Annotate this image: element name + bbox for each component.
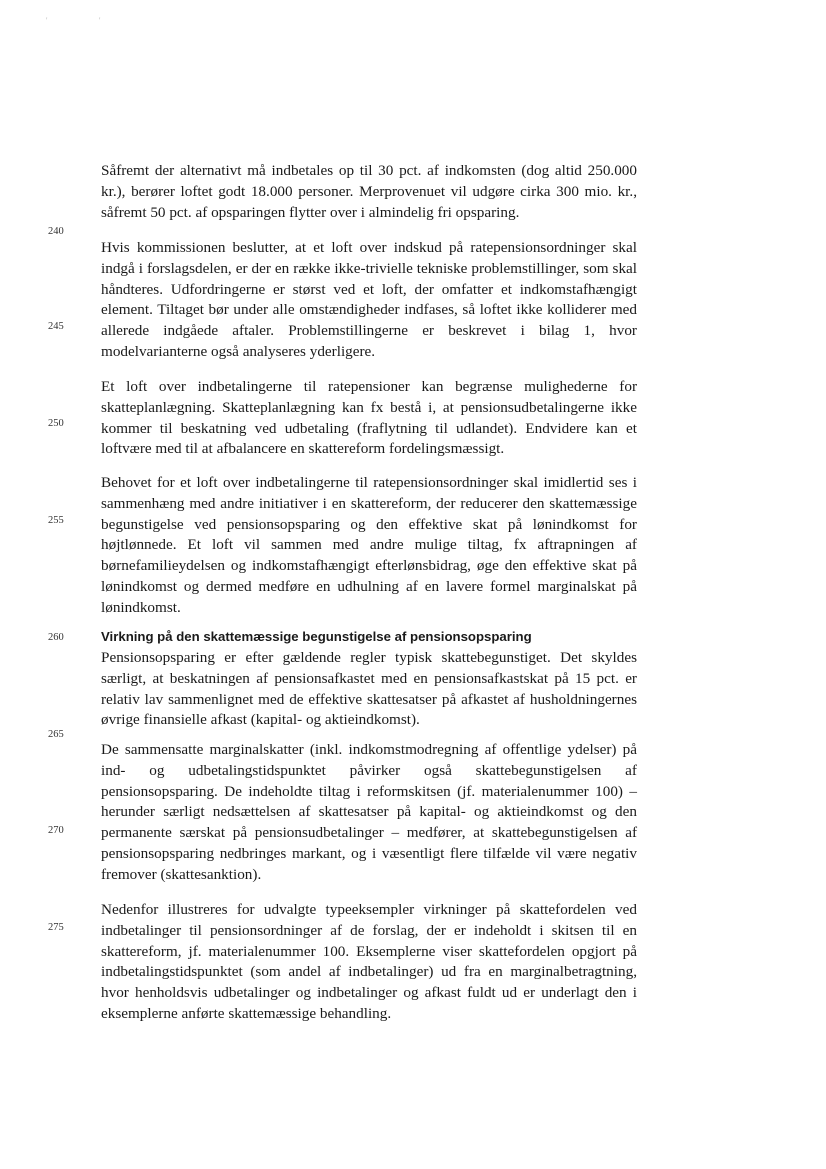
body-paragraph: Behovet for et loft over indbetalingerne til ratepensionsordninger skal imidlertid ses i sammenhæng med andre initiativer i en skattereform, der reducerer den skattemæssige begunstigelse ved pensionsopsparing og den effektive skat på lønindkomst for højtlønnede. Et loft vil sammen med andre mulige tiltag, fx aftrapningen af børnefamilieydelsen og indkomstafhængigt efterlønsbidrag, øge den effektive skat på lønindkomst og dermed medføre en udhulning af en lavere formel marginalskat på lønindkomst. — [101, 474, 637, 616]
body-paragraph: De sammensatte marginalskatter (inkl. indkomstmodregning af offentlige ydelser) på ind- og udbetalingstidspunktet påvirker også skattebegunstigelsen af pensionsopsparing. De indeholdte tiltag i reformskitsen (jf. materialenummer 100) – herunder særligt nedsættelsen af skattesatser på kapital- og aktieindkomst og den permanente særskat på pensionsudbetalinger – medfører, at skattebegunstigelsen af pensionsopsparing nedbringes markant, og i væsentligt flere tilfælde vil være negativ fremover (skattesanktion). — [101, 741, 637, 883]
line-number: 275 — [48, 922, 64, 933]
scan-speck: ' — [46, 16, 48, 25]
line-number: 270 — [48, 825, 64, 836]
line-number: 255 — [48, 515, 64, 526]
body-paragraph: Såfremt der alternativt må indbetales op til 30 pct. af indkomsten (dog altid 250.000 kr.), berører loftet godt 18.000 personer. Merprovenuet vil udgøre cirka 300 mio. kr., såfremt 50 pct. af opsparingen flytter over i almindelig fri opsparing. — [101, 162, 637, 221]
line-number: 265 — [48, 729, 64, 740]
body-paragraph: Pensionsopsparing er efter gældende regler typisk skattebegunstiget. Det skyldes særligt, at beskatningen af pensionsafkastet med en pensionsafkastskat på 15 pct. er relativ lav sammenlignet med de effektive skattesatser på afkastet af husholdningernes øvrige finansielle afkast (kapital- og aktieindkomst). — [101, 649, 637, 729]
line-number: 260 — [48, 632, 64, 643]
scan-speck: ' — [99, 16, 101, 25]
line-number: 250 — [48, 418, 64, 429]
body-paragraph: Nedenfor illustreres for udvalgte typeeksempler virkninger på skattefordelen ved indbetalinger til pensionsordninger af de forslag, der er indeholdt i skitsen til en skattereform, jf. materialenummer 100. Eksemplerne viser skattefordelen opgjort på indbetalingstidspunktet (som andel af indbetalinger) ud fra en marginalbetragtning, hvor henholdsvis udbetalinger og indbetalinger og afkast fuldt ud er underlagt den i eksemplerne anførte skattemæssige behandling. — [101, 901, 637, 1022]
body-paragraph: Et loft over indbetalingerne til ratepensioner kan begrænse mulighederne for skatteplanlægning. Skatteplanlægning kan fx bestå i, at pensionsudbetalingerne ikke kommer til beskatning ved udbetaling (fraflytning til udlandet). Endvidere kan et loftvære med til at afbalancere en skattereform fordelingsmæssigt. — [101, 378, 637, 458]
body-paragraph: Hvis kommissionen beslutter, at et loft over indskud på ratepensionsordninger skal indgå i forslagsdelen, er der en række ikke-trivielle tekniske problemstillinger, som skal håndteres. Udfordringerne er størst ved et loft, der omfatter et indkomstafhængigt element. Tiltaget bør under alle omstændigheder indfases, så loftet ikke kolliderer med allerede indgåede aftaler. Problemstillingerne er beskrevet i bilag 1, hvor modelvarianterne også analyseres yderligere. — [101, 239, 637, 360]
line-number: 245 — [48, 321, 64, 332]
section-heading: Virkning på den skattemæssige begunstigelse af pensionsopsparing — [101, 629, 532, 644]
line-number: 240 — [48, 226, 64, 237]
